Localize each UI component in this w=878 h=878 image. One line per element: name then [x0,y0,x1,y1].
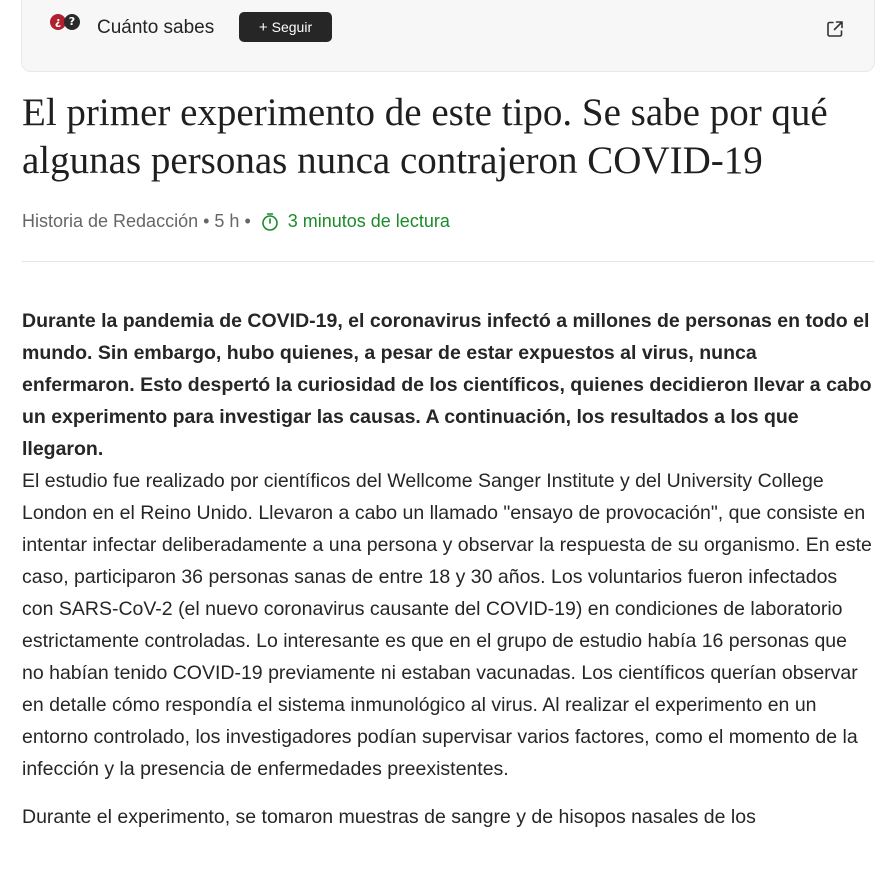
source-header-card [21,0,875,72]
article-paragraph: El estudio fue realizado por científicos del Wellcome Sanger Institute y del University College London en el Reino Unido. Llevaron a cabo un llamado "ensayo de provocación", que consiste en intentar infectar deliberadamente a una persona y observar la respuesta de su organismo. En este caso, participaron 36 personas sanas de entre 18 y 30 años. Los voluntarios fueron infectados con SARS-CoV-2 (el nuevo coronavirus causante del COVID-19) en condiciones de laboratorio estrictamente controladas. Lo interesante es que en el grupo de estudio había 16 personas que no habían tenido COVID-19 previamente ni estaban vacunadas. Los científicos querían observar en detalle cómo respondía el sistema inmunológico al virus. Al realizar el experimento en un entorno controlado, los investigadores podían supervisar varios factores, como el momento de la infección y la presencia de enfermedades preexistentes. [22,470,872,780]
meta-separator: • [203,211,210,231]
article-body [22,305,874,833]
logo-glyph-dark: ? [64,14,80,30]
meta-separator: • [244,211,251,231]
plus-icon: + [258,19,268,36]
article-title: El primer experimento de este tipo. Se sabe por qué algunas personas nunca contrajeron COVID-19 [22,91,828,182]
read-time: 3 minutos de lectura [287,211,450,231]
external-link-icon[interactable] [825,19,845,39]
article-paragraph: Durante el experimento, se tomaron muestras de sangre y de hisopos nasales de los [22,806,756,828]
follow-button[interactable] [239,12,332,42]
follow-button-label: Seguir [271,19,313,35]
article-lead: Durante la pandemia de COVID-19, el coronavirus infectó a millones de personas en todo el mundo. Sin embargo, hubo quienes, a pesar de estar expuestos al virus, nunca enfermaron. Esto despertó la curiosidad de los científicos, quienes decidieron llevar a cabo un experimento para investigar las causas. A continuación, los resultados a los que llegaron. [22,310,872,460]
author[interactable]: Historia de Redacción [22,211,199,231]
source-name[interactable]: Cuánto sabes [97,17,215,38]
article-age: 5 h [214,211,240,231]
divider [22,261,874,262]
article-meta [22,211,450,232]
timer-icon [260,212,280,232]
cuanto-sabes-logo-icon[interactable] [50,11,84,33]
logo-glyph-red: ¿ [50,14,66,30]
